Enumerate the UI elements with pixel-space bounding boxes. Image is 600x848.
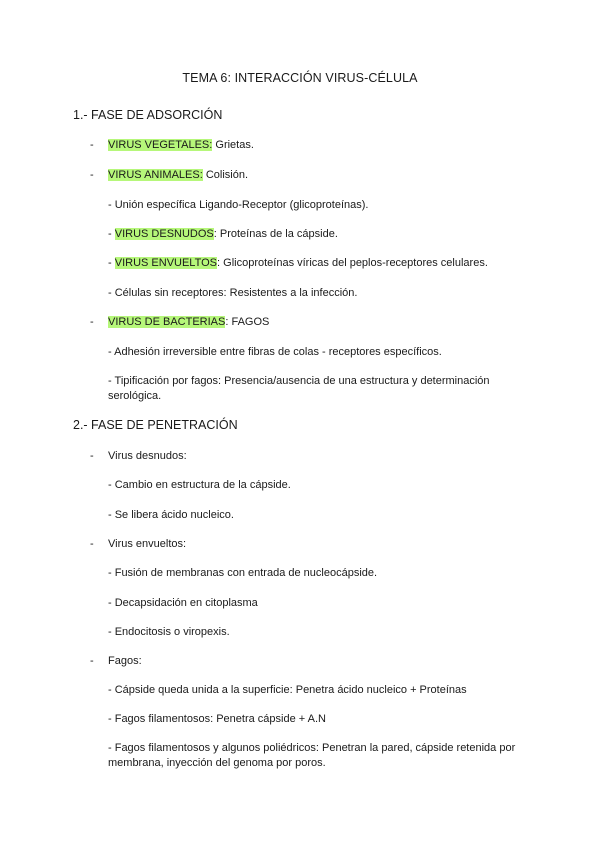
- item-text: Grietas.: [212, 139, 254, 151]
- subitem-virus-envueltos: [108, 257, 488, 269]
- item-virus-bacterias: [108, 316, 269, 328]
- item-virus-desnudos: Virus desnudos:: [108, 450, 187, 462]
- subitem: - Unión específica Ligando-Receptor (glicoproteínas).: [108, 199, 369, 211]
- item-text: Colisión.: [202, 169, 249, 181]
- item-fagos: Fagos:: [108, 655, 142, 667]
- subitem-text: : Proteínas de la cápside.: [213, 228, 338, 240]
- subitem-virus-desnudos: [108, 228, 338, 240]
- subitem: - Se libera ácido nucleico.: [108, 509, 234, 521]
- subitem-prefix: -: [108, 257, 115, 269]
- bullet-dash: -: [90, 169, 94, 181]
- subitem: - Endocitosis o viropexis.: [108, 626, 230, 638]
- bullet-dash: -: [90, 538, 94, 550]
- subitem: - Fagos filamentosos y algunos poliédricos: Penetran la pared, cápside retenida por membrana, inyección del genoma por poros.: [108, 742, 516, 769]
- subitem: - Fusión de membranas con entrada de nucleocápside.: [108, 567, 378, 579]
- subitem: - Adhesión irreversible entre fibras de colas - receptores específicos.: [108, 346, 442, 358]
- subitem-prefix: -: [108, 228, 115, 240]
- section-heading-penetracion: 2.- FASE DE PENETRACIÓN: [73, 418, 238, 432]
- highlight-label: VIRUS VEGETALES:: [108, 139, 213, 151]
- bullet-dash: -: [90, 139, 94, 151]
- highlight-label: VIRUS DE BACTERIAS: [108, 316, 226, 328]
- section-heading-adsorcion: 1.- FASE DE ADSORCIÓN: [73, 108, 223, 122]
- highlight-label: VIRUS ENVUELTOS: [114, 257, 218, 269]
- subitem: - Cambio en estructura de la cápside.: [108, 479, 291, 491]
- subitem: - Decapsidación en citoplasma: [108, 597, 258, 609]
- document-title: TEMA 6: INTERACCIÓN VIRUS-CÉLULA: [182, 71, 418, 85]
- highlight-label: VIRUS ANIMALES:: [108, 169, 203, 181]
- bullet-dash: -: [90, 655, 94, 667]
- highlight-label: VIRUS DESNUDOS: [114, 228, 214, 240]
- item-virus-animales: [108, 169, 248, 181]
- item-text: : FAGOS: [225, 316, 270, 328]
- item-virus-vegetales: [108, 139, 254, 151]
- subitem: - Tipificación por fagos: Presencia/ausencia de una estructura y determinación serológica.: [108, 375, 490, 402]
- subitem: - Fagos filamentosos: Penetra cápside + A.N: [108, 713, 326, 725]
- subitem: - Células sin receptores: Resistentes a la infección.: [108, 287, 358, 299]
- item-virus-envueltos: Virus envueltos:: [108, 538, 187, 550]
- bullet-dash: -: [90, 450, 94, 462]
- subitem-text: : Glicoproteínas víricas del peplos-receptores celulares.: [217, 257, 488, 269]
- bullet-dash: -: [90, 316, 94, 328]
- subitem: - Cápside queda unida a la superficie: Penetra ácido nucleico + Proteínas: [108, 684, 467, 696]
